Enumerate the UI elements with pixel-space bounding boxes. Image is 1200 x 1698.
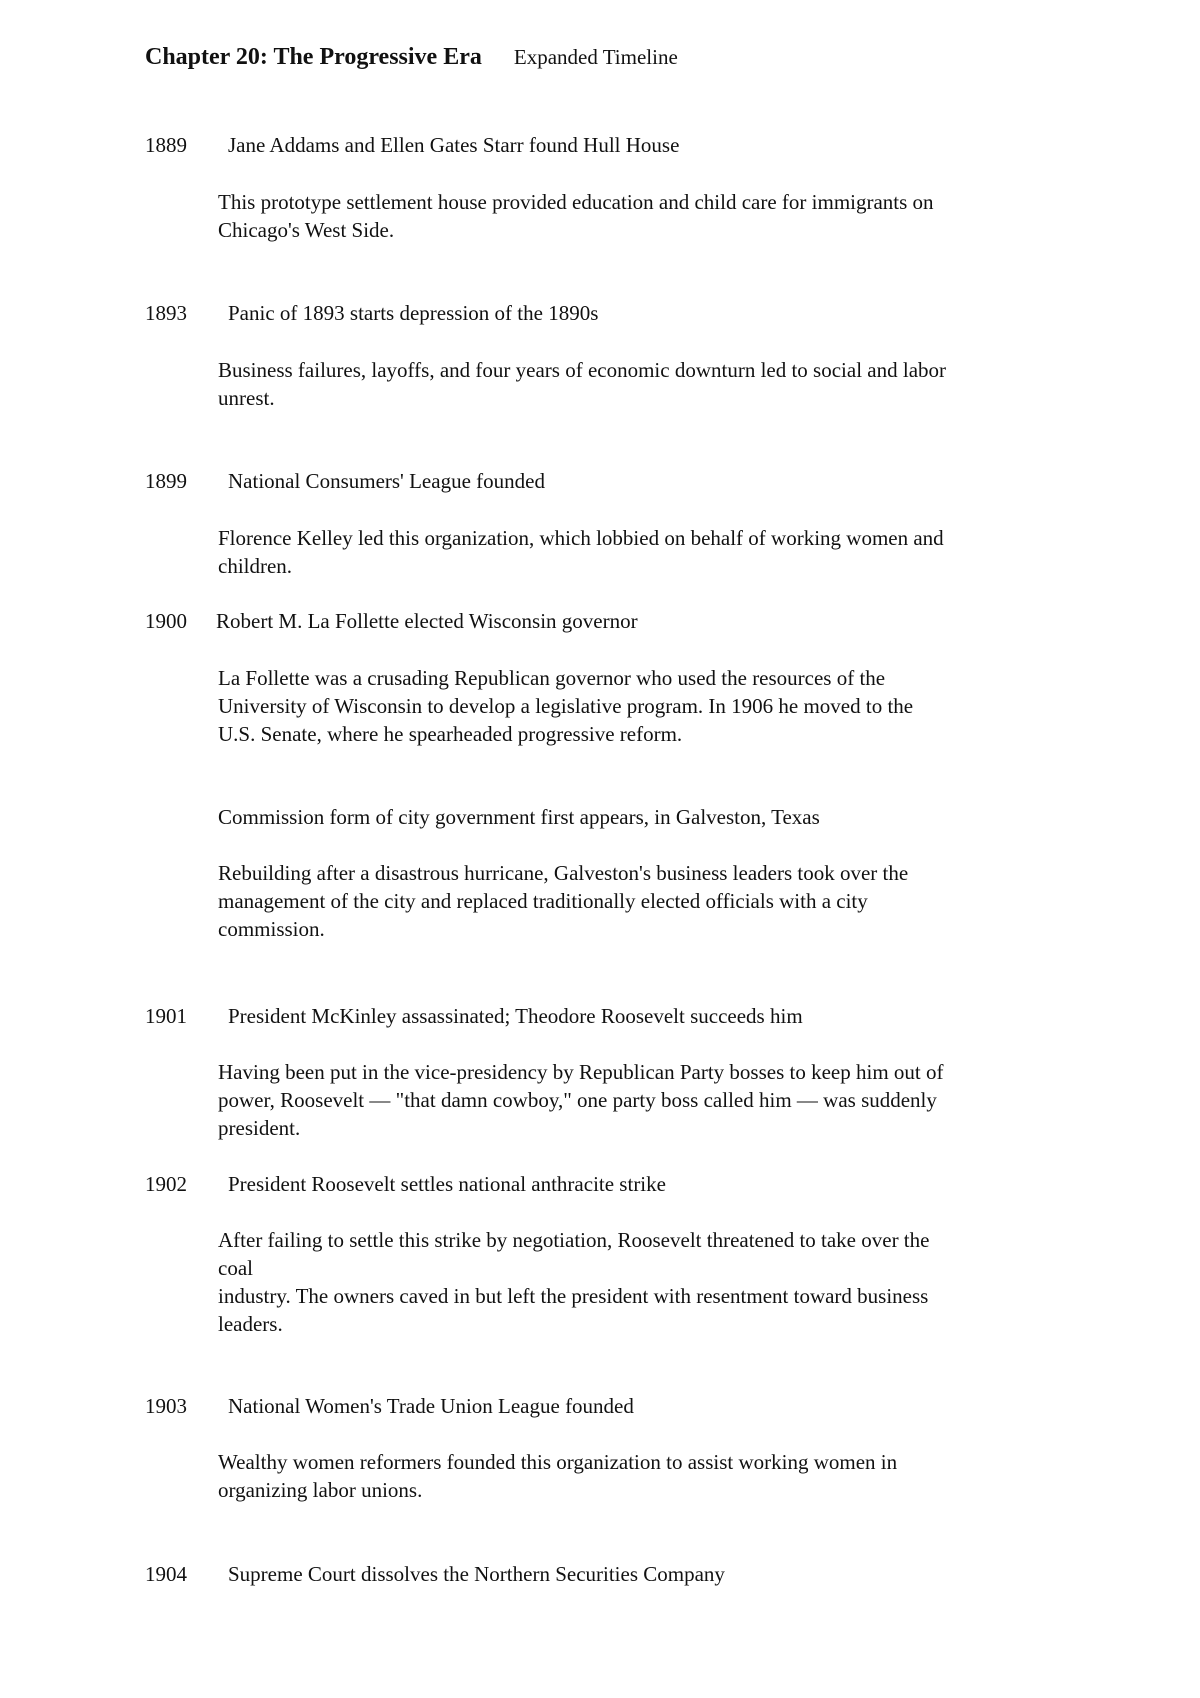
entry-event: Robert M. La Follette elected Wisconsin governor <box>216 609 638 633</box>
entry-event: President McKinley assassinated; Theodore Roosevelt succeeds him <box>228 1004 803 1028</box>
description-line: children. <box>218 554 293 578</box>
entry-description <box>218 524 1078 580</box>
entry-event: National Women's Trade Union League founded <box>228 1394 634 1418</box>
description-line: management of the city and replaced traditionally elected officials with a city <box>218 889 868 913</box>
entry-description <box>218 664 1078 748</box>
description-line: Wealthy women reformers founded this organization to assist working women in <box>218 1450 898 1474</box>
entry-year: 1900 <box>145 609 187 633</box>
entry-year: 1904 <box>145 1562 187 1586</box>
entry-event: Jane Addams and Ellen Gates Starr found Hull House <box>228 133 680 157</box>
description-line: University of Wisconsin to develop a legislative program. In 1906 he moved to the <box>218 694 914 718</box>
description-line: president. <box>218 1116 301 1140</box>
entry-year: 1902 <box>145 1172 187 1196</box>
entry-description <box>218 356 1078 412</box>
description-line: organizing labor unions. <box>218 1478 423 1502</box>
description-line: power, Roosevelt — "that damn cowboy," one party boss called him — was suddenly <box>218 1088 937 1112</box>
entry-event: Panic of 1893 starts depression of the 1890s <box>228 301 599 325</box>
description-line: unrest. <box>218 386 275 410</box>
entry-description <box>218 1226 1078 1338</box>
description-line: Having been put in the vice-presidency by Republican Party bosses to keep him out of <box>218 1060 944 1084</box>
description-line: industry. The owners caved in but left the president with resentment toward business <box>218 1284 929 1308</box>
entry-event: President Roosevelt settles national anthracite strike <box>228 1172 666 1196</box>
entry-year: 1903 <box>145 1394 187 1418</box>
description-line: coal <box>218 1256 253 1280</box>
description-line: After failing to settle this strike by negotiation, Roosevelt threatened to take over the <box>218 1228 930 1252</box>
chapter-title: Chapter 20: The Progressive Era <box>145 44 482 70</box>
description-line: La Follette was a crusading Republican governor who used the resources of the <box>218 666 886 690</box>
entry-event: National Consumers' League founded <box>228 469 545 493</box>
chapter-subtitle: Expanded Timeline <box>513 45 678 69</box>
page-header <box>145 44 678 71</box>
entry-event: Commission form of city government first appears, in Galveston, Texas <box>218 805 820 829</box>
entry-description <box>218 1058 1078 1142</box>
entry-description <box>218 859 1078 943</box>
description-line: U.S. Senate, where he spearheaded progressive reform. <box>218 722 683 746</box>
description-line: Rebuilding after a disastrous hurricane, Galveston's business leaders took over the <box>218 861 909 885</box>
description-line: Chicago's West Side. <box>218 218 395 242</box>
entry-description <box>218 188 1078 244</box>
entry-event: Supreme Court dissolves the Northern Securities Company <box>228 1562 725 1586</box>
entry-year: 1893 <box>145 301 187 325</box>
entry-year: 1899 <box>145 469 187 493</box>
description-line: commission. <box>218 917 325 941</box>
description-line: Florence Kelley led this organization, which lobbied on behalf of working women and <box>218 526 944 550</box>
description-line: This prototype settlement house provided education and child care for immigrants on <box>218 190 934 214</box>
entry-year: 1901 <box>145 1004 187 1028</box>
entry-description <box>218 1448 1078 1504</box>
description-line: Business failures, layoffs, and four years of economic downturn led to social and labor <box>218 358 947 382</box>
entry-year: 1889 <box>145 133 187 157</box>
description-line: leaders. <box>218 1312 283 1336</box>
